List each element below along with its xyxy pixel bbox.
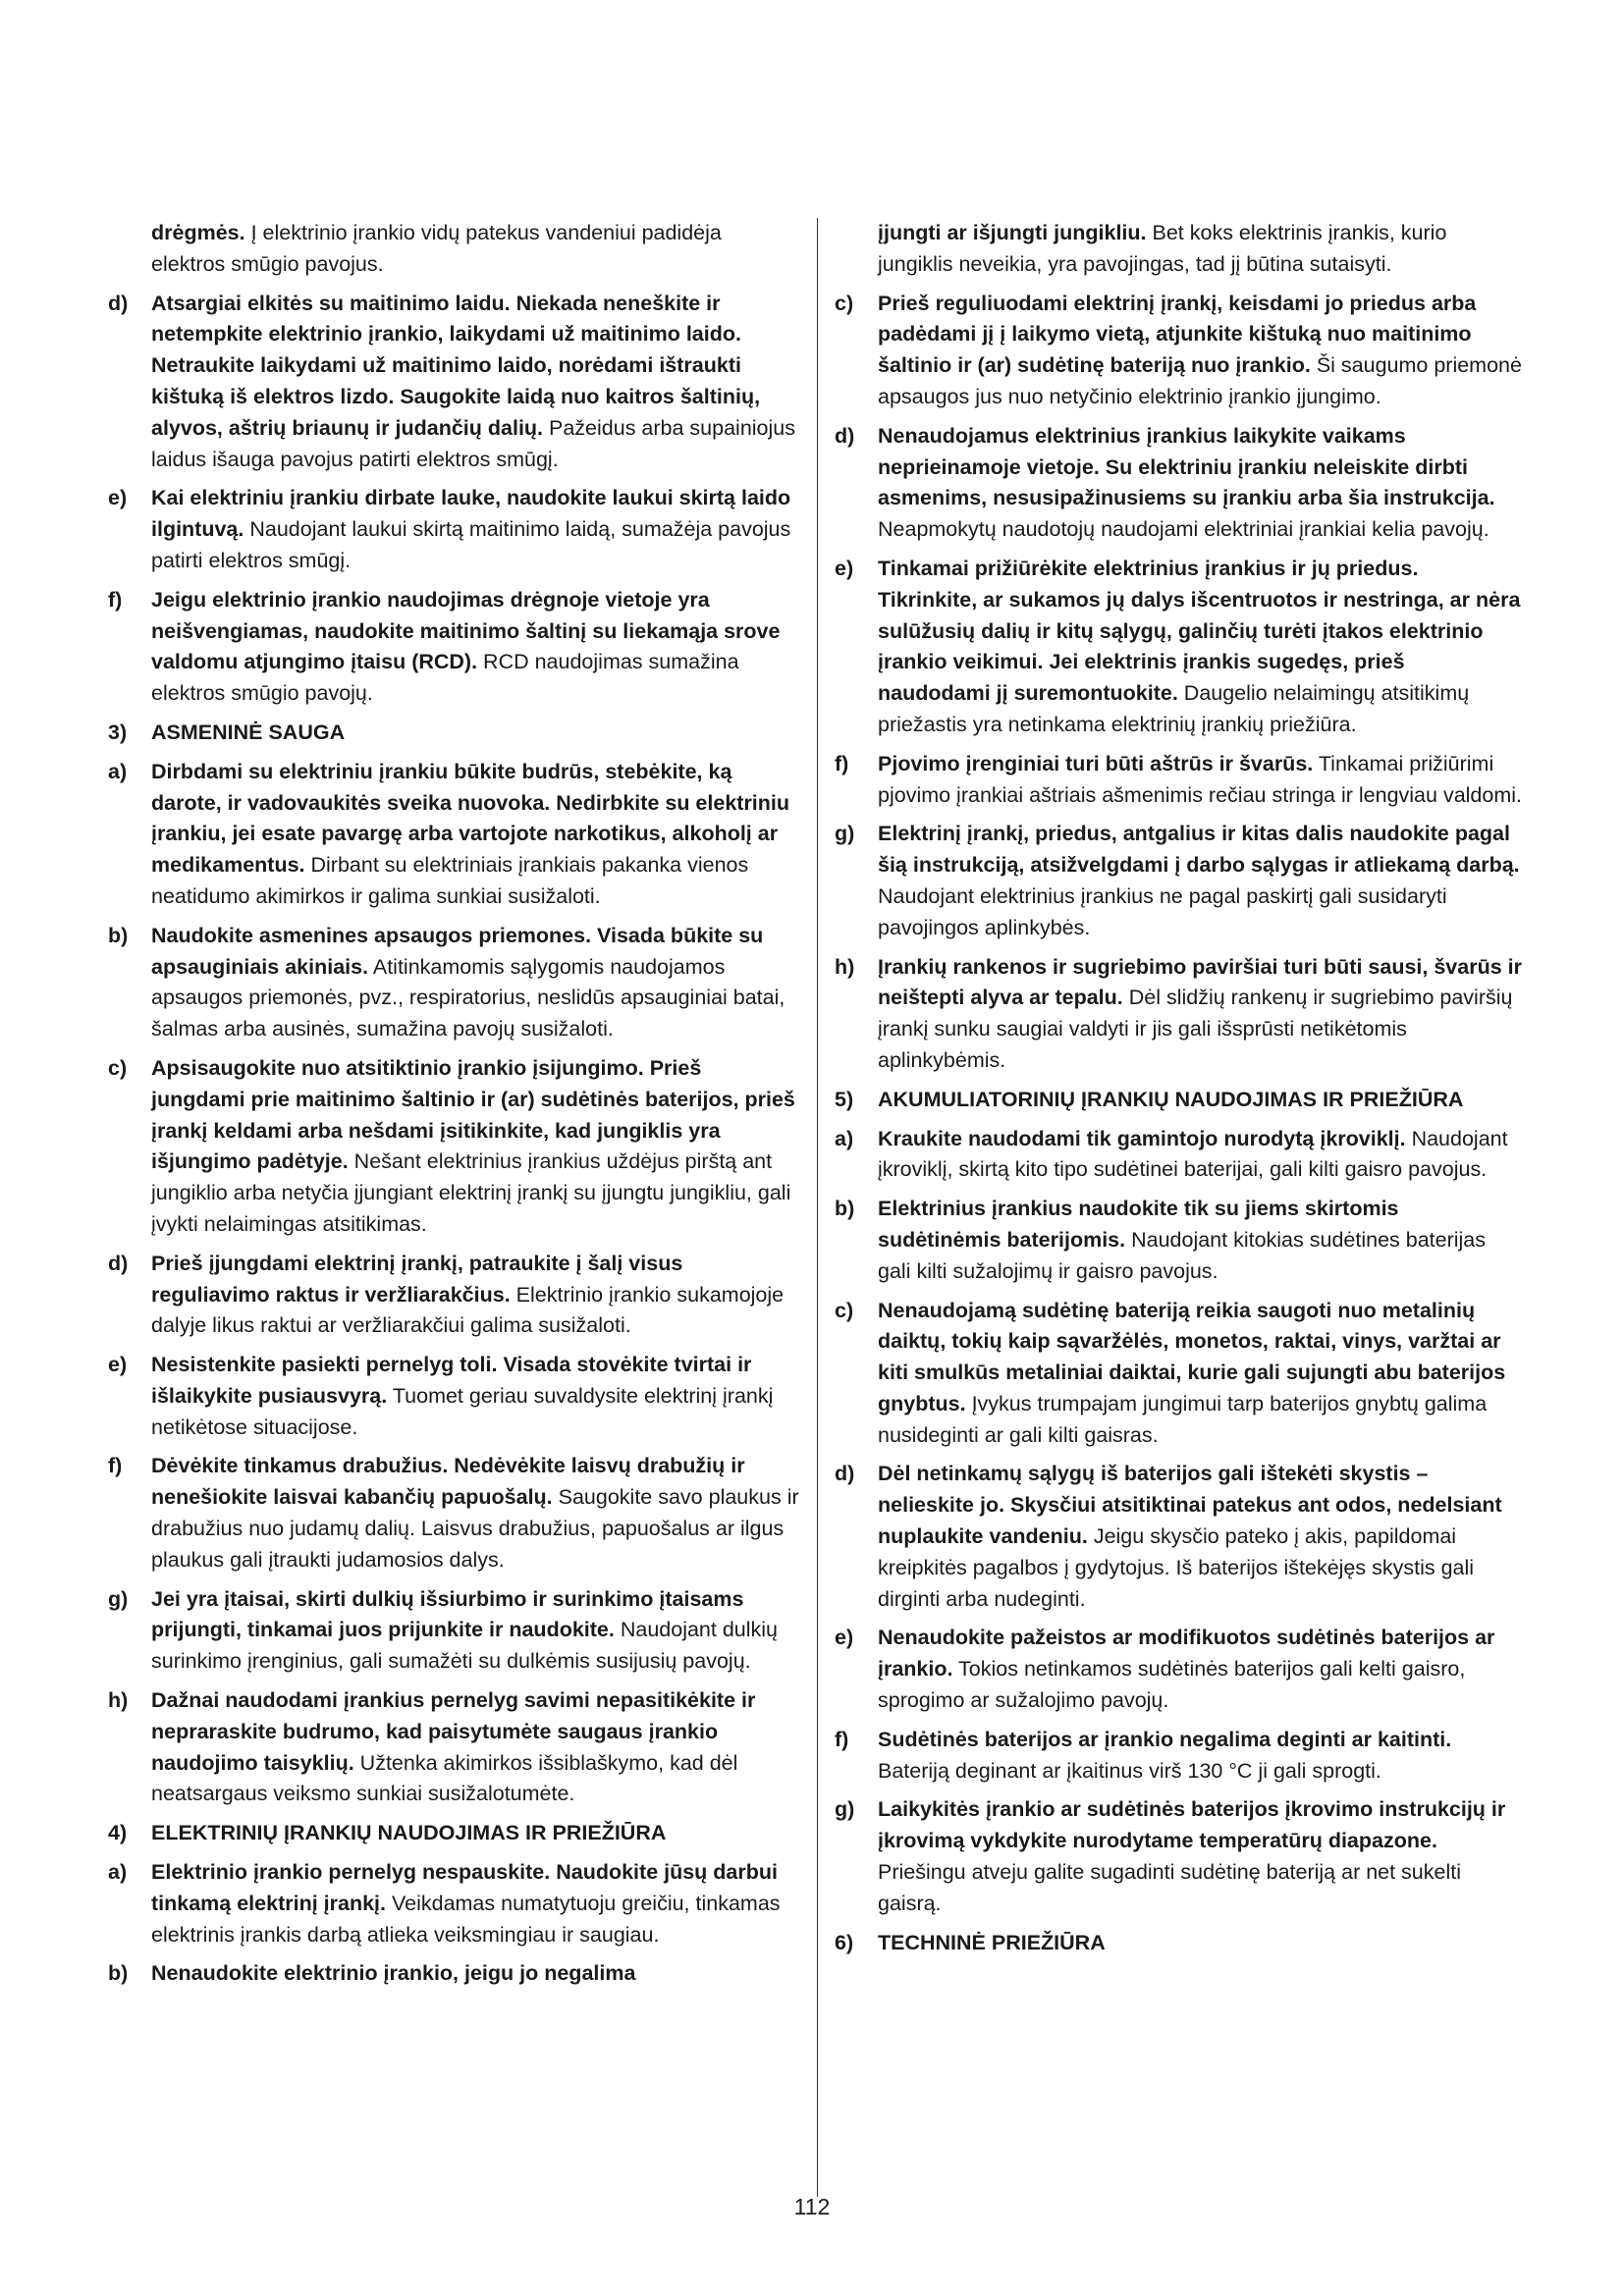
paragraph: b) Naudokite asmenines apsaugos priemones. Visada būkite su apsauginiais akiniais. Atitinkamomis sąlygomis naudojamos apsaugos priemonės, pvz., respiratorius, neslidūs apsauginiai batai, šalmas arba ausinės, sumažina pavojų susižaloti. bbox=[108, 923, 785, 1041]
right-column bbox=[835, 218, 1522, 1966]
paragraph: b) Nenaudokite elektrinio įrankio, jeigu jo negalima bbox=[108, 1961, 636, 1986]
paragraph: g) Laikykitės įrankio ar sudėtinės baterijos įkrovimo instrukcijų ir įkrovimą vykdykite nurodytame temperatūrų diapazone. Priešingu atveju galite sugadinti sudėtinę bateriją ar net sukelti gaisrą. bbox=[835, 1797, 1506, 1915]
paragraph: f) Jeigu elektrinio įrankio naudojimas drėgnoje vietoje yra neišvengiamas, naudokite maitinimo šaltinį su liekamąja srove valdomu atjungimo įtaisu (RCD). RCD naudojimas sumažina elektros smūgio pavojų. bbox=[108, 587, 781, 706]
section-heading: 4) ELEKTRINIŲ ĮRANKIŲ NAUDOJIMAS IR PRIEŽIŪRA bbox=[108, 1821, 667, 1845]
paragraph: f) Sudėtinės baterijos ar įrankio negalima deginti ar kaitinti. Bateriją deginant ar įkaitinus virš 130 °C ji gali sprogti. bbox=[835, 1727, 1452, 1783]
section-heading: 5) AKUMULIATORINIŲ ĮRANKIŲ NAUDOJIMAS IR PRIEŽIŪRA bbox=[835, 1087, 1464, 1111]
paragraph: g) Elektrinį įrankį, priedus, antgalius ir kitas dalis naudokite pagal šią instrukciją, atsižvelgdami į darbo sąlygas ir atliekamą darbą. Naudojant elektrinius įrankius ne pagal paskirtį gali susidaryti pavojingos aplinkybės. bbox=[835, 822, 1520, 939]
paragraph: c) Apsisaugokite nuo atsitiktinio įrankio įsijungimo. Prieš jungdami prie maitinimo šaltinio ir (ar) sudėtinės baterijos, prieš įrankį keldami arba nešdami įsitikinkite, kad jungiklis yra išjungimo padėtyje. Nešant elektrinius įrankius uždėjus pirštą ant jungiklio arba netyčia įjungiant elektrinį įrankį su įjungtu jungikliu, gali įvykti nelaimingas atsitikimas. bbox=[108, 1055, 795, 1236]
paragraph: drėgmės. Į elektrinio įrankio vidų patekus vandeniui padidėja elektros smūgio pavojus. bbox=[151, 221, 722, 276]
paragraph: įjungti ar išjungti jungikliu. Bet koks elektrinis įrankis, kurio jungiklis neveikia, yra pavojingas, tad jį būtina sutaisyti. bbox=[878, 221, 1447, 276]
section-heading: 3) ASMENINĖ SAUGA bbox=[108, 720, 346, 744]
paragraph: d) Prieš įjungdami elektrinį įrankį, patraukite į šalį visus reguliavimo raktus ir veržliarakčius. Elektrinio įrankio sukamojoje dalyje likus raktui ar veržliarakčiui galima susižaloti. bbox=[108, 1251, 785, 1338]
paragraph: e) Kai elektriniu įrankiu dirbate lauke, naudokite laukui skirtą laido ilgintuvą. Naudojant laukui skirtą maitinimo laidą, sumažėja pavojus patirti elektros smūgį. bbox=[108, 486, 791, 572]
section-heading: 6) TECHNINĖ PRIEŽIŪRA bbox=[835, 1930, 1106, 1954]
paragraph: d) Nenaudojamus elektrinius įrankius laikykite vaikams neprieinamoje vietoje. Su elektriniu įrankiu neleiskite dirbti asmenims, nesusipažinusiems su įrankiu arba šia instrukcija. Neapmokytų naudotojų naudojami elektriniai įrankiai kelia pavojų. bbox=[835, 423, 1495, 542]
paragraph: e) Nenaudokite pažeistos ar modifikuotos sudėtinės baterijos ar įrankio. Tokios netinkamos sudėtinės baterijos gali kelti gaisro, sprogimo ar sužalojimo pavojų. bbox=[835, 1626, 1495, 1713]
paragraph: d) Atsargiai elkitės su maitinimo laidu. Niekada neneškite ir netempkite elektrinio įrankio, laikydami už maitinimo laido. Netraukite laikydami už maitinimo laido, norėdami ištraukti kištuką iš elektros lizdo. Saugokite laidą nuo kaitros šaltinių, alyvos, aštrių briaunų ir judančių dalių. Pažeidus arba supainiojus laidus išauga pavojus patirti elektros smūgį. bbox=[108, 291, 796, 471]
paragraph: b) Elektrinius įrankius naudokite tik su jiems skirtomis sudėtinėmis baterijomis. Naudojant kitokias sudėtines baterijas gali kilti sužalojimų ir gaisro pavojus. bbox=[835, 1197, 1487, 1283]
paragraph: g) Jei yra įtaisai, skirti dulkių išsiurbimo ir surinkimo įtaisams prijungti, tinkamai juos prijunkite ir naudokite. Naudojant dulkių surinkimo įrenginius, gali sumažėti su dulkėmis susijusių pavojų. bbox=[108, 1586, 779, 1674]
left-column bbox=[108, 218, 800, 1998]
paragraph: h) Dažnai naudodami įrankius pernelyg savimi nepasitikėkite ir nepraraskite budrumo, kad paisytumėte saugaus įrankio naudojimo taisyklių. Užtenka akimirkos išsiblaškymo, kad dėl neatsargaus veiksmo sunkiai susižalotumėte. bbox=[108, 1688, 756, 1806]
paragraph: e) Nesistenkite pasiekti pernelyg toli. Visada stovėkite tvirtai ir išlaikykite pusiausvyrą. Tuomet geriau suvaldysite elektrinį įrankį netikėtose situacijose. bbox=[108, 1353, 774, 1439]
page-number: 112 bbox=[793, 2194, 831, 2219]
paragraph: f) Dėvėkite tinkamus drabužius. Nedėvėkite laisvų drabužių ir nenešiokite laisvai kabančių papuošalų. Saugokite savo plaukus ir drabužius nuo judamų dalių. Laisvus drabužius, papuošalus ar ilgus plaukus gali įtraukti judamosios dalys. bbox=[108, 1454, 799, 1572]
paragraph: a) Kraukite naudodami tik gamintojo nurodytą įkroviklį. Naudojant įkroviklį, skirtą kito tipo sudėtinei baterijai, gali kilti gaisro pavojus. bbox=[835, 1126, 1508, 1182]
paragraph: d) Dėl netinkamų sąlygų iš baterijos gali ištekėti skystis – nelieskite jo. Skysčiui atsitiktinai patekus ant odos, nedelsiant nuplaukite vandeniu. Jeigu skysčio pateko į akis, papildomai kreipkitės pagalbos į gydytojus. Iš baterijos ištekėjęs skystis gali dirginti arba nudeginti. bbox=[835, 1462, 1502, 1611]
paragraph: h) Įrankių rankenos ir sugriebimo paviršiai turi būti sausi, švarūs ir neištepti alyva ar tepalu. Dėl slidžių rankenų ir sugriebimo paviršių įrankį sunku saugiai valdyti ir jis gali išsprūsti netikėtomis aplinkybėmis. bbox=[835, 954, 1522, 1072]
column-divider bbox=[817, 218, 818, 2197]
paragraph: c) Prieš reguliuodami elektrinį įrankį, keisdami jo priedus arba padėdami jį į laikymo vietą, atjunkite kištuką nuo maitinimo šaltinio ir (ar) sudėtinę bateriją nuo įrankio. Ši saugumo priemonė apsaugos jus nuo netyčinio elektrinio įrankio įjungimo. bbox=[835, 291, 1522, 408]
paragraph: c) Nenaudojamą sudėtinę bateriją reikia saugoti nuo metalinių daiktų, tokių kaip sąvaržėlės, monetos, raktai, vinys, varžtai ar kiti smulkūs metaliniai daiktai, kurie gali sujungti abu baterijos gnybtus. Įvykus trumpajam jungimui tarp baterijos gnybtų galima nusideginti ar gali kilti gaisras. bbox=[835, 1298, 1506, 1447]
paragraph: a) Dirbdami su elektriniu įrankiu būkite budrūs, stebėkite, ką darote, ir vadovaukitės sveika nuovoka. Nedirbkite su elektriniu įrankiu, jei esate pavargę arba vartojote narkotikus, alkoholį ar medikamentus. Dirbant su elektriniais įrankiais pakanka vienos neatidumo akimirkos ir galima sunkiai susižaloti. bbox=[108, 759, 790, 908]
paragraph: a) Elektrinio įrankio pernelyg nespauskite. Naudokite jūsų darbui tinkamą elektrinį įrankį. Veikdamas numatytuoju greičiu, tinkamas elektrinis įrankis darbą atlieka veiksmingiau ir saugiau. bbox=[108, 1860, 781, 1947]
paragraph: e) Tinkamai prižiūrėkite elektrinius įrankius ir jų priedus. Tikrinkite, ar sukamos jų dalys išcentruotos ir nestringa, ar nėra sulūžusių dalių ir kitų sąlygų, galinčių turėti įtakos elektrinio įrankio veikimui. Jei elektrinis įrankis sugedęs, prieš naudodami jį suremontuokite. Daugelio nelaimingų atsitikimų priežastis yra netinkama elektrinių įrankių priežiūra. bbox=[835, 556, 1521, 736]
paragraph: f) Pjovimo įrenginiai turi būti aštrūs ir švarūs. Tinkamai prižiūrimi pjovimo įrankiai aštriais ašmenimis rečiau stringa ir lengviau valdomi. bbox=[835, 751, 1523, 807]
